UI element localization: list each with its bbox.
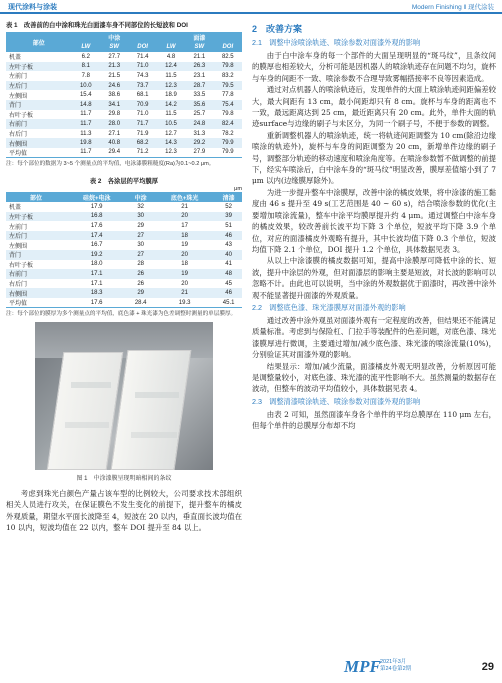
table-cell: 29.8 [108, 111, 121, 118]
table-cell: 25.7 [193, 111, 206, 118]
table-cell: 17.1 [66, 269, 127, 279]
s22-paragraph-2: 结果显示：增加/减少流量，面漆橘皮外观无明显改善，分析原因可能是调整量较小，对底色漆、珠光漆的流平性影响不大。虽然测量的数据存在波动，但整车的波动平均值较小，具体数据见表 4。 [252, 361, 496, 394]
table1-subheader: DOI [214, 42, 242, 52]
table1-header-part: 部位 [6, 32, 72, 52]
table-row-label: 背门 [6, 100, 72, 110]
table2 [6, 192, 242, 308]
table-cell: 43 [225, 242, 232, 249]
table2-header: 硅烷+电泳 [66, 192, 127, 202]
table-cell: 16.7 [90, 242, 103, 249]
table-cell: 8.1 [72, 62, 100, 72]
table-row [6, 138, 242, 148]
table-cell: 68.1 [136, 92, 149, 99]
table-cell: 23.1 [193, 72, 206, 79]
table2-caption: 表 2 各涂层的平均膜厚 [89, 178, 159, 186]
table-cell: 79.8 [214, 62, 242, 72]
table1 [6, 32, 242, 158]
table-cell: 45 [225, 280, 232, 287]
table1-note: 注：每个部位的数据为 3~5 个测量点的平均值，电泳漆膜粗糙度(Ra)为0.1~0.2 μm。 [6, 161, 215, 168]
table-row [6, 298, 242, 308]
figure1-caption: 图 1 中涂漆膜呈现明暗相间的条纹 [76, 476, 172, 483]
table-cell: 18.3 [66, 288, 127, 298]
issue-volume: 第24卷第2期 [380, 666, 412, 672]
table1-header-mid: 中涂 [72, 32, 157, 42]
table-cell: 24.6 [100, 81, 128, 91]
table-cell: 24.8 [185, 119, 213, 129]
s23-paragraph-1: 由表 2 可知，虽然面漆车身各个单件的平均总膜厚在 110 μm 左右，但每个单件的总膜厚分布却不均 [252, 409, 496, 431]
table-cell: 11.7 [80, 111, 92, 118]
issue-info [380, 659, 411, 673]
table-cell: 12.4 [157, 62, 185, 72]
table-cell: 16.8 [66, 212, 127, 222]
table-row-label: 左侧围 [9, 243, 28, 250]
table-row-label: 右叶子板 [9, 112, 34, 119]
table-row [6, 250, 242, 260]
table-cell: 79.5 [214, 81, 242, 91]
table-cell: 26 [127, 269, 154, 279]
table2-header: 部位 [6, 192, 66, 202]
table-cell: 27.7 [108, 53, 121, 60]
table-row [6, 240, 242, 250]
table-cell: 19.8 [72, 138, 100, 148]
table-row [6, 288, 242, 298]
table1-subheader: LW [157, 42, 185, 52]
table-cell: 82.4 [214, 119, 242, 129]
table-cell: 21 [181, 203, 188, 210]
issue-date: 2021年3月 [380, 659, 407, 665]
table-cell: 30 [127, 212, 154, 222]
table-cell: 19 [154, 269, 215, 279]
table-cell: 71.7 [128, 119, 156, 129]
table-row [6, 110, 242, 120]
table-row-label: 机盖 [9, 55, 22, 62]
subsection-2-3-title: 2.3 调整清漆喷涂轨迹、喷涂参数对面漆外观的影响 [252, 396, 421, 406]
table-cell: 12.7 [165, 130, 177, 137]
table1-subheader: LW [72, 42, 100, 52]
s21-paragraph-3: 重新调整机器人的喷涂轨迹，统一将轨迹间距调整为 10 cm(除沿边缘喷涂的轨迹外)，旋杯与车身的间距调整为 20 cm，新增单件边缘的刷子号，调整部分轨迹的移动速度和喷涂角度等。在喷涂参数暂不做调整的前提下，经实车喷涂后，白中涂车身的“斑马纹”明显改善，膜厚差值缩小到了 7 μm 以内(边缘膜厚除外)。 [252, 130, 496, 186]
table1-subheader: DOI [128, 42, 156, 52]
table-cell: 21.1 [193, 53, 206, 60]
right-column [252, 22, 496, 432]
table-row [6, 71, 242, 81]
table-row-label: 平均值 [6, 148, 72, 158]
table-cell: 41 [225, 261, 232, 268]
table1-caption: 表 1 改善前的白中涂和珠光白面漆车身不同部位的长短波和 DOI [6, 22, 188, 29]
table-row [6, 202, 242, 212]
table-row-label: 左后门 [6, 81, 72, 91]
table-row [6, 129, 242, 139]
table-cell: 10.5 [157, 119, 185, 129]
table-row [6, 269, 242, 279]
table-cell: 71.0 [128, 62, 156, 72]
table-row [6, 260, 242, 270]
table-row-label: 右前门 [6, 119, 72, 129]
table-cell: 71.4 [136, 53, 149, 60]
table-row-label: 左前门 [9, 74, 28, 81]
table-row-label: 平均值 [6, 298, 66, 308]
table-row [6, 148, 242, 158]
s22-paragraph-1: 通过改善中涂外观虽对面漆外观有一定程度的改善，但结果还不能满足质量标准。考虑到与保险杠、门拉手等装配件的色差问题，对底色漆、珠光漆膜厚进行微调，主要通过增加/减少底色漆、珠光漆的喷涂流量(10%)，分别验证其对面漆外观的影响。 [252, 315, 496, 360]
table-row-label: 右叶子板 [9, 262, 34, 269]
s21-paragraph-2: 通过对点机器人的喷涂轨迹后，发现单件的大面上喷涂轨迹间距偏差较大，最大间距有 13 cm，最小间距却只有 8 cm。旋杯与车身的距离也不一致，最远距离达到 25 cm，最近距离只有 20 cm。此外，单件大面的轨迹surface与边缘的刷子与未区分，为同一个刷子号，不便于参数的调整。 [252, 85, 496, 129]
table-cell: 52 [225, 203, 232, 210]
table-row [6, 119, 242, 129]
table-cell: 20 [154, 250, 215, 260]
table-cell: 11.5 [165, 111, 177, 118]
table2-note: 注：每个部位的膜厚为多个测量点的平均值，底色漆 + 珠光漆为色差调整时测量的单层膜厚。 [6, 311, 237, 318]
journal-title: 现代涂料与涂装 [8, 4, 57, 11]
table-cell: 21 [154, 288, 215, 298]
table-cell: 38.6 [108, 92, 121, 99]
table-row-label: 右后门 [9, 132, 28, 139]
header-rule [0, 12, 502, 14]
table-cell: 30 [137, 242, 144, 249]
table-cell: 19.3 [154, 298, 215, 308]
table-cell: 4.8 [166, 53, 176, 60]
table-cell: 31.3 [193, 130, 206, 137]
table-cell: 27 [127, 250, 154, 260]
table-cell: 19.2 [66, 250, 127, 260]
table-cell: 14.2 [157, 100, 185, 110]
subsection-2-2-title: 2.2 调整底色漆、珠光漆膜厚对面漆外观的影响 [252, 302, 406, 312]
table-cell: 32 [137, 203, 144, 210]
table-cell: 79.9 [214, 148, 242, 158]
section-title: 2 改善方案 [252, 24, 303, 34]
table1-subheader: SW [185, 42, 213, 52]
table-row [6, 212, 242, 222]
table-cell: 46 [215, 288, 242, 298]
table1-subheader: SW [100, 42, 128, 52]
table-cell: 78.2 [221, 130, 234, 137]
table-row [6, 81, 242, 91]
table-row-label: 右侧围 [6, 288, 66, 298]
table-row-label: 左后门 [6, 231, 66, 241]
table-cell: 28.4 [127, 298, 154, 308]
table-row-label: 背门 [6, 250, 66, 260]
table-cell: 19 [181, 242, 188, 249]
table-cell: 39 [215, 212, 242, 222]
table2-header: 底色+珠光 [154, 192, 215, 202]
table-cell: 11.7 [72, 148, 100, 158]
table-cell: 73.7 [128, 81, 156, 91]
table-row [6, 279, 242, 289]
table2-header: 清漆 [215, 192, 242, 202]
table-cell: 21.3 [100, 62, 128, 72]
table-cell: 28.0 [100, 119, 128, 129]
s21-paragraph-4: 为进一步提升整车中涂膜厚，改善中涂的橘皮效果，将中涂漆的施工黏度由 46 s 提升至 49 s(工艺范围是 40 ~ 60 s)，结合喷涂参数的优化(主要增加喷涂流量)，整车中涂平均膜厚提升约 4 μm。通过调整白中涂车身的橘皮效果，较改善前长波平均下降 3 个单位，短波平均下降 3.9 个单位，对应的面漆橘皮外观略有提升，其中长波均值下降 0.3 个单位，短波均值下降 2.1 个单位，DOI 提升 1.2 个单位，具体数据见表 3。 [252, 187, 496, 254]
table-cell: 71.2 [128, 148, 156, 158]
page-header [0, 0, 502, 14]
table-cell: 29 [137, 223, 144, 230]
table-cell: 11.7 [72, 119, 100, 129]
table-row-label: 机盖 [9, 205, 22, 212]
table-cell: 20 [181, 280, 188, 287]
table-row-label: 左叶子板 [6, 212, 66, 222]
table-cell: 77.8 [221, 92, 234, 99]
table-cell: 21.5 [108, 72, 121, 79]
table-cell: 11.3 [80, 130, 92, 137]
table-cell: 26.3 [185, 62, 213, 72]
table-cell: 29.2 [185, 138, 213, 148]
left-paragraph: 考虑到珠光白颜色产量占该车型的比例较大，公司要求技术部组织相关人员进行攻关，在保证膜色不发生变化的前提下，提升整车的橘皮外观质量，期望水平面长波降至 4，短波在 20 以内，垂直面长波均值在 10 以内，短波均值在 22 以内，整车 DOI 提升至 84 以上。 [6, 489, 242, 533]
table-cell: 26 [137, 280, 144, 287]
table-cell: 70.9 [128, 100, 156, 110]
table-cell: 14.8 [72, 100, 100, 110]
table-cell: 79.9 [214, 138, 242, 148]
table-cell: 12.3 [157, 81, 185, 91]
table-cell: 35.6 [185, 100, 213, 110]
table-cell: 17.6 [66, 298, 127, 308]
page-footer [344, 657, 494, 679]
table-row-label: 左叶子板 [6, 62, 72, 72]
table-cell: 20 [154, 212, 215, 222]
table-cell: 51 [225, 223, 232, 230]
table1-header-top: 面漆 [157, 32, 242, 42]
table-cell: 33.5 [193, 92, 206, 99]
s21-paragraph-5: 从以上中涂漆膜的橘皮数据可知，提高中涂膜厚可降低中涂的长、短波，提升中涂层的外观，但对面漆层的影响主要是短波，对长波的影响可以忽略不计。由此也可以说明，当中涂的外观数据优于面漆时，再改善中涂外观不能显著提升面漆的外观质量。 [252, 256, 496, 300]
table-cell: 7.8 [81, 72, 90, 79]
table-row-label: 左前门 [9, 224, 28, 231]
table-cell: 71.0 [136, 111, 149, 118]
table-cell: 12.3 [157, 148, 185, 158]
table-cell: 17.9 [90, 203, 103, 210]
table-cell: 17.4 [66, 231, 127, 241]
table-cell: 40.8 [100, 138, 128, 148]
table-cell: 74.3 [136, 72, 149, 79]
table2-header: 中涂 [127, 192, 154, 202]
table-cell: 11.5 [165, 72, 177, 79]
table-row-label: 左侧围 [9, 93, 28, 100]
table2-unit: μm [234, 186, 242, 193]
table-row [6, 231, 242, 241]
table-cell: 28.7 [185, 81, 213, 91]
table-row [6, 52, 242, 62]
table-row [6, 62, 242, 72]
table-cell: 6.2 [81, 53, 90, 60]
table-row-label: 右侧围 [6, 138, 72, 148]
table-cell: 82.5 [221, 53, 234, 60]
table-row-label: 右前门 [6, 269, 66, 279]
table-cell: 27.1 [108, 130, 121, 137]
table-cell: 40 [215, 250, 242, 260]
table-cell: 79.8 [221, 111, 234, 118]
table-row [6, 221, 242, 231]
table-cell: 46 [215, 231, 242, 241]
table-cell: 71.9 [136, 130, 149, 137]
table-cell: 29.4 [100, 148, 128, 158]
table-cell: 17.1 [90, 280, 103, 287]
journal-logo: MPF [344, 657, 381, 676]
table-cell: 15.4 [79, 92, 92, 99]
subsection-2-1-title: 2.1 调整中涂喷涂轨迹、喷涂参数对面漆外观的影响 [252, 38, 421, 47]
table-cell: 17.6 [90, 223, 103, 230]
table-cell: 27.9 [185, 148, 213, 158]
table-cell: 75.4 [214, 100, 242, 110]
left-column [6, 20, 242, 534]
table-cell: 18.0 [90, 261, 103, 268]
journal-subtitle: Modern Finishing ‖ 现代涂装 [411, 4, 494, 11]
table-cell: 83.2 [221, 72, 234, 79]
table-cell: 45.1 [215, 298, 242, 308]
page-number: 29 [481, 661, 494, 673]
table-cell: 10.0 [72, 81, 100, 91]
table-row [6, 90, 242, 100]
table-row [6, 100, 242, 110]
table-cell: 68.2 [128, 138, 156, 148]
s21-paragraph-1: 由于白中涂车身的每一个部件的大面呈现明显的“斑马纹”，且条纹间的膜厚也相差较大，分析可能是因机器人的喷涂轨迹存在问题不均匀，旋杯与车身的间距不一致、喷涂参数不合理导致雾幅搭接率不良等因素造成。 [252, 51, 496, 83]
table-row-label: 右后门 [9, 282, 28, 289]
table-cell: 27 [127, 231, 154, 241]
table-cell: 28 [137, 261, 144, 268]
table-cell: 34.1 [100, 100, 128, 110]
table-cell: 48 [215, 269, 242, 279]
figure1-photo [35, 322, 213, 470]
table-cell: 18.9 [165, 92, 177, 99]
table-cell: 14.3 [157, 138, 185, 148]
table-cell: 17 [181, 223, 188, 230]
table-cell: 18 [154, 231, 215, 241]
table-cell: 29 [127, 288, 154, 298]
table-cell: 18 [181, 261, 188, 268]
